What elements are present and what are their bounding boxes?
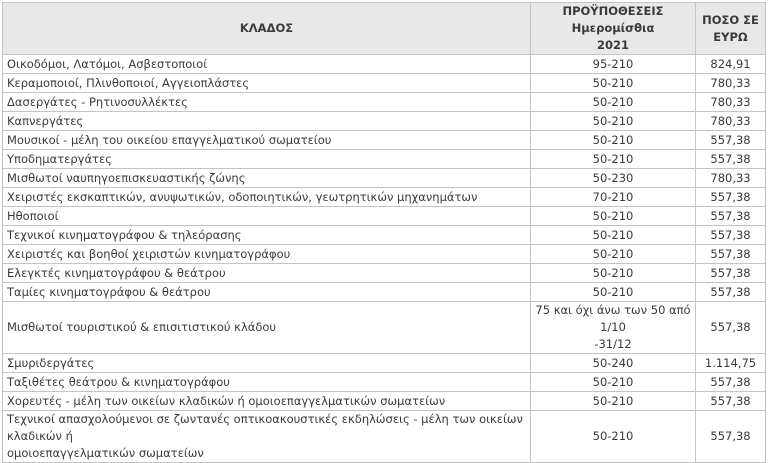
cell-proypotheseis: 70-210 bbox=[531, 188, 696, 207]
cell-proypotheseis: 50-210 bbox=[531, 264, 696, 283]
cell-proypotheseis: 50-210 bbox=[531, 112, 696, 131]
cell-proypotheseis: 50-210 bbox=[531, 373, 696, 392]
table-row bbox=[3, 55, 766, 74]
cell-poso: 557,38 bbox=[696, 226, 766, 245]
cell-klados: Χειριστές εκσκαπτικών, ανυψωτικών, οδοποιητικών, γεωτρητικών μηχανημάτων bbox=[3, 188, 531, 207]
cell-klados: Χορευτές - μέλη των οικείων κλαδικών ή ομοιοεπαγγελματικών σωματείων bbox=[3, 392, 531, 411]
header-poso bbox=[696, 3, 766, 55]
header-poso-line1: ΠΟΣΟ ΣΕ bbox=[702, 12, 759, 27]
cell-klados: Ηθοποιοί bbox=[3, 207, 531, 226]
wages-table bbox=[2, 2, 766, 463]
table-row bbox=[3, 354, 766, 373]
cell-poso: 1.114,75 bbox=[696, 354, 766, 373]
header-poso-line2: ΕΥΡΩ bbox=[713, 29, 748, 44]
cell-poso: 557,38 bbox=[696, 150, 766, 169]
table-row bbox=[3, 207, 766, 226]
cell-proypotheseis: 50-210 bbox=[531, 411, 696, 463]
cell-poso: 557,38 bbox=[696, 245, 766, 264]
cell-poso: 557,38 bbox=[696, 188, 766, 207]
table-row bbox=[3, 392, 766, 411]
cell-proypotheseis-line1: 75 και όχι άνω των 50 από 1/10 bbox=[535, 303, 691, 334]
header-klados: ΚΛΑΔΟΣ bbox=[3, 3, 531, 55]
table-row bbox=[3, 169, 766, 188]
cell-poso: 557,38 bbox=[696, 392, 766, 411]
cell-poso: 557,38 bbox=[696, 131, 766, 150]
cell-poso: 557,38 bbox=[696, 411, 766, 463]
table-row bbox=[3, 131, 766, 150]
cell-klados-line2: ομοιοεπαγγελματικών σωματείων bbox=[7, 446, 204, 460]
cell-proypotheseis bbox=[531, 302, 696, 354]
cell-klados: Σμυριδεργάτες bbox=[3, 354, 531, 373]
cell-klados: Μουσικοί - μέλη του οικείου επαγγελματικού σωματείου bbox=[3, 131, 531, 150]
cell-proypotheseis: 50-240 bbox=[531, 354, 696, 373]
cell-proypotheseis: 50-210 bbox=[531, 392, 696, 411]
cell-proypotheseis: 95-210 bbox=[531, 55, 696, 74]
cell-klados: Καπνεργάτες bbox=[3, 112, 531, 131]
cell-klados: Δασεργάτες - Ρητινοσυλλέκτες bbox=[3, 93, 531, 112]
table-row bbox=[3, 283, 766, 302]
cell-klados: Μισθωτοί ναυπηγοεπισκευαστικής ζώνης bbox=[3, 169, 531, 188]
cell-klados: Υποδηματεργάτες bbox=[3, 150, 531, 169]
table-row bbox=[3, 411, 766, 463]
header-proypotheseis bbox=[531, 3, 696, 55]
cell-poso: 780,33 bbox=[696, 93, 766, 112]
cell-klados: Χειριστές και βοηθοί χειριστών κινηματογράφου bbox=[3, 245, 531, 264]
cell-klados bbox=[3, 411, 531, 463]
table-row bbox=[3, 302, 766, 354]
cell-klados: Μισθωτοί τουριστικού & επισιτιστικού κλάδου bbox=[3, 302, 531, 354]
table-row bbox=[3, 264, 766, 283]
table-row bbox=[3, 226, 766, 245]
cell-poso: 557,38 bbox=[696, 207, 766, 226]
cell-poso: 557,38 bbox=[696, 283, 766, 302]
cell-poso: 780,33 bbox=[696, 112, 766, 131]
table-row bbox=[3, 245, 766, 264]
cell-proypotheseis: 50-210 bbox=[531, 131, 696, 150]
cell-proypotheseis: 50-210 bbox=[531, 226, 696, 245]
cell-proypotheseis: 50-210 bbox=[531, 74, 696, 93]
cell-klados: Τεχνικοί κινηματογράφου & τηλεόρασης bbox=[3, 226, 531, 245]
table-row bbox=[3, 93, 766, 112]
cell-proypotheseis: 50-230 bbox=[531, 169, 696, 188]
cell-proypotheseis: 50-210 bbox=[531, 150, 696, 169]
table-row bbox=[3, 74, 766, 93]
cell-poso: 780,33 bbox=[696, 169, 766, 188]
cell-klados-line1: Τεχνικοί απασχολούμενοι σε ζωντανές οπτικοακουστικές εκδηλώσεις - μέλη των οικείων κλαδικών ή bbox=[7, 412, 523, 443]
cell-poso: 824,91 bbox=[696, 55, 766, 74]
cell-proypotheseis: 50-210 bbox=[531, 207, 696, 226]
table-row bbox=[3, 188, 766, 207]
cell-poso: 557,38 bbox=[696, 264, 766, 283]
cell-klados: Οικοδόμοι, Λατόμοι, Ασβεστοποιοί bbox=[3, 55, 531, 74]
table-row bbox=[3, 373, 766, 392]
cell-proypotheseis: 50-210 bbox=[531, 245, 696, 264]
cell-klados: Ταξιθέτες θεάτρου & κινηματογράφου bbox=[3, 373, 531, 392]
cell-poso: 780,33 bbox=[696, 74, 766, 93]
table-row bbox=[3, 112, 766, 131]
cell-proypotheseis: 50-210 bbox=[531, 283, 696, 302]
cell-klados: Ταμίες κινηματογράφου & θεάτρου bbox=[3, 283, 531, 302]
table-header-row bbox=[3, 3, 766, 55]
cell-proypotheseis: 50-210 bbox=[531, 93, 696, 112]
cell-klados: Κεραμοποιοί, Πλινθοποιοί, Αγγειοπλάστες bbox=[3, 74, 531, 93]
header-proypotheseis-line2: 2021 bbox=[596, 38, 629, 52]
cell-poso: 557,38 bbox=[696, 302, 766, 354]
header-proypotheseis-line1: ΠΡΟΫΠΟΘΕΣΕΙΣ Ημερομίσθια bbox=[562, 4, 664, 35]
cell-poso: 557,38 bbox=[696, 373, 766, 392]
table-row bbox=[3, 150, 766, 169]
cell-proypotheseis-line2: -31/12 bbox=[594, 337, 632, 351]
cell-klados: Ελεγκτές κινηματογράφου & θεάτρου bbox=[3, 264, 531, 283]
